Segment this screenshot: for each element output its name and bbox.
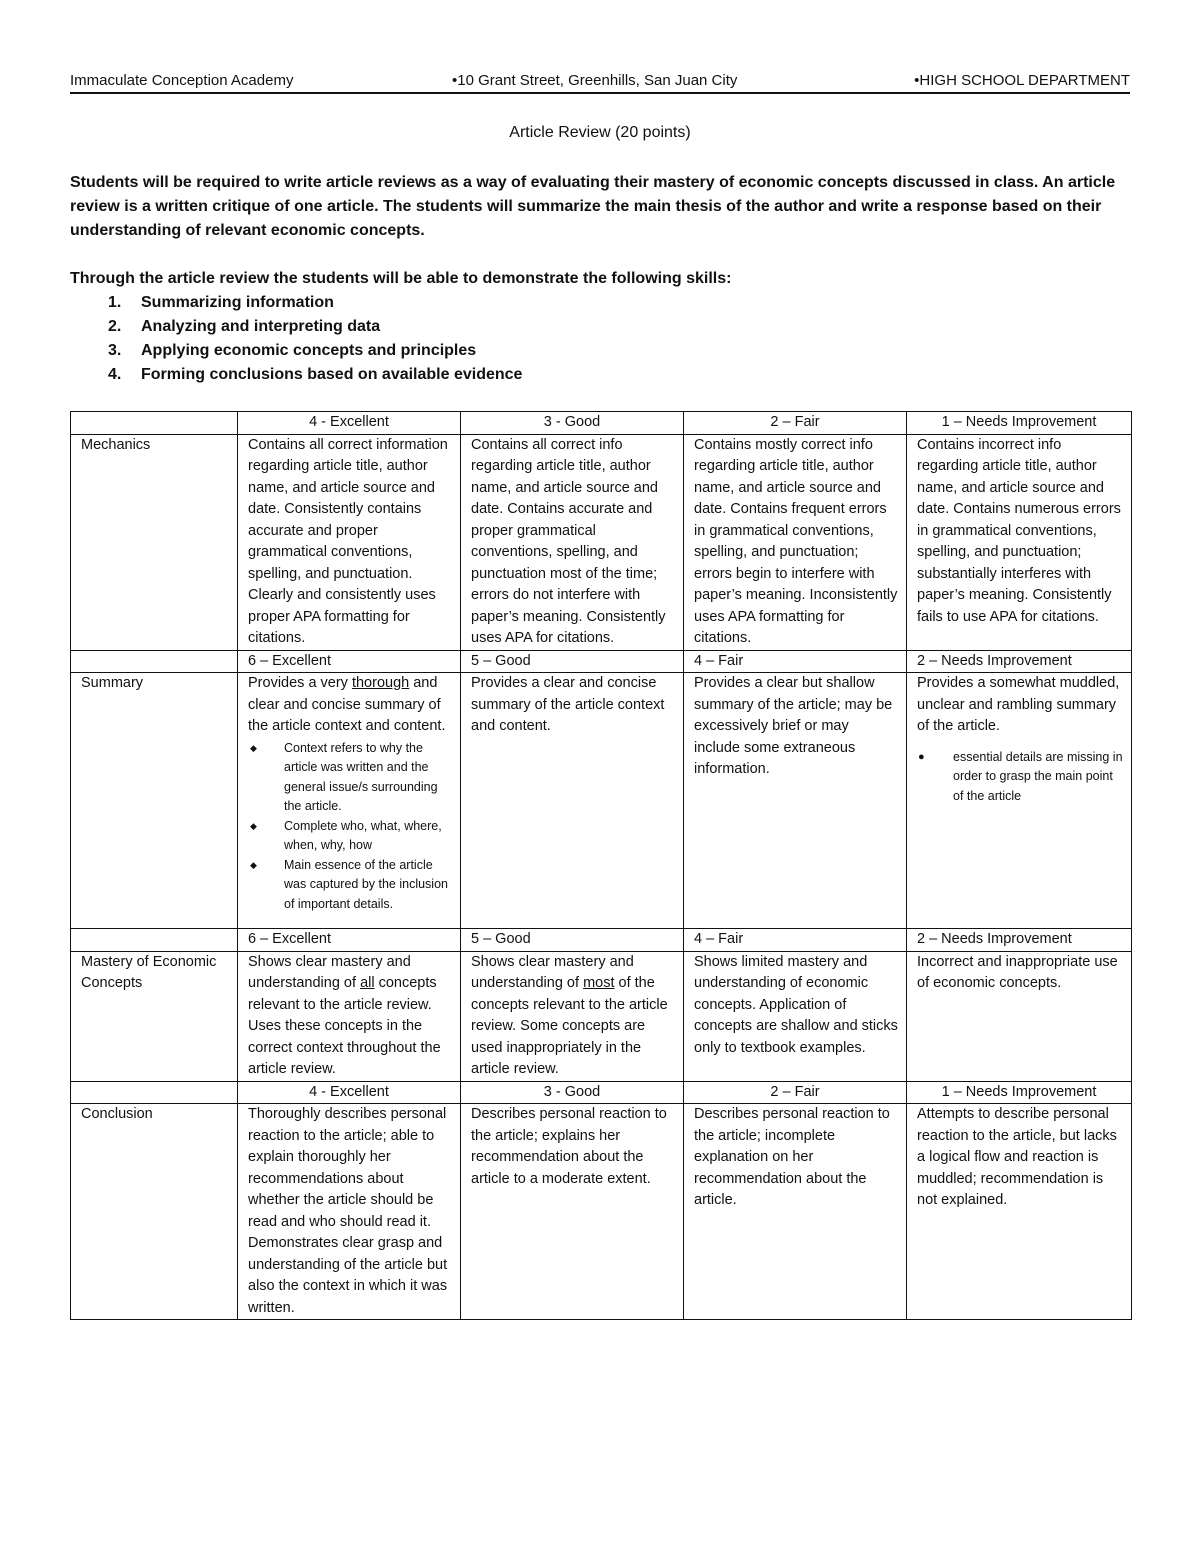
rubric-table bbox=[70, 411, 1132, 1320]
school-name: Immaculate Conception Academy bbox=[70, 72, 294, 89]
criterion-cell: Incorrect and inappropriate use of economic concepts. bbox=[907, 951, 1132, 1081]
criterion-row-summary bbox=[71, 673, 1132, 929]
criterion-label: Summary bbox=[71, 673, 238, 929]
list-item: ● essential details are missing in order to grasp the main point of the article bbox=[917, 748, 1123, 807]
criterion-cell: Contains all correct info regarding article title, author name, and article source and date. Contains accurate and proper grammatical conventions, spelling, and punctuation most of the time; errors do not interfere with paper’s meaning. Consistently uses APA for citations. bbox=[461, 434, 684, 650]
criterion-cell: Attempts to describe personal reaction to the article, but lacks a logical flow and reaction is muddled; recommendation is not explained. bbox=[907, 1104, 1132, 1320]
score-header-row bbox=[71, 1081, 1132, 1104]
skills-list bbox=[70, 291, 522, 387]
skills-heading: Through the article review the students will be able to demonstrate the following skills: bbox=[70, 270, 732, 287]
criterion-cell: Shows clear mastery and understanding of most of the concepts relevant to the article review. Some concepts are used inappropriately in the article review. bbox=[461, 951, 684, 1081]
criterion-cell: Provides a clear but shallow summary of the article; may be excessively brief or may include some extraneous information. bbox=[684, 673, 907, 929]
level-header: 5 – Good bbox=[461, 650, 684, 673]
level-header: 2 – Needs Improvement bbox=[907, 929, 1132, 952]
level-header: 4 – Fair bbox=[684, 650, 907, 673]
intro-paragraph: Students will be required to write article reviews as a way of evaluating their mastery of economic concepts discussed in class. An article review is a written critique of one article. The students will summarize the main thesis of the author and write a response based on their understanding of relevant economic concepts. bbox=[70, 174, 1116, 239]
level-header: 1 – Needs Improvement bbox=[907, 412, 1132, 435]
criterion-cell: Describes personal reaction to the article; explains her recommendation about the article to a moderate extent. bbox=[461, 1104, 684, 1320]
page-header bbox=[70, 72, 1130, 94]
list-item: ◆ Context refers to why the article was written and the general issue/s surrounding the article. bbox=[248, 739, 452, 817]
bullet-list bbox=[248, 739, 452, 915]
level-header: 4 – Fair bbox=[684, 929, 907, 952]
level-header: 4 - Excellent bbox=[238, 1081, 461, 1104]
criterion-label: Mastery of Economic Concepts bbox=[71, 951, 238, 1081]
level-header: 2 – Needs Improvement bbox=[907, 650, 1132, 673]
score-header-row bbox=[71, 650, 1132, 673]
level-header: 5 – Good bbox=[461, 929, 684, 952]
score-header-row bbox=[71, 412, 1132, 435]
bullet-list bbox=[917, 748, 1123, 807]
list-item: ◆ Complete who, what, where, when, why, how bbox=[248, 817, 452, 856]
level-header: 6 – Excellent bbox=[238, 650, 461, 673]
criterion-cell: Shows clear mastery and understanding of all concepts relevant to the article review. Uses these concepts in the correct context throughout the article review. bbox=[238, 951, 461, 1081]
skill-item: 1. Summarizing information bbox=[108, 294, 334, 311]
level-header: 3 - Good bbox=[461, 1081, 684, 1104]
criterion-cell: Thoroughly describes personal reaction to the article; able to explain thoroughly her recommendations about whether the article should be read and who should read it. Demonstrates clear grasp and understanding of the article but also the context in which it was written. bbox=[238, 1104, 461, 1320]
skill-item: 2. Analyzing and interpreting data bbox=[108, 318, 381, 335]
school-address: •10 Grant Street, Greenhills, San Juan City bbox=[452, 72, 738, 89]
criterion-cell: Contains mostly correct info regarding article title, author name, and article source and date. Contains frequent errors in grammatical conventions, spelling, and punctuation; errors begin to interfere with paper’s meaning. Inconsistently uses APA formatting for citations. bbox=[684, 434, 907, 650]
list-item: ◆ Main essence of the article was captured by the inclusion of important details. bbox=[248, 856, 452, 915]
criterion-cell: Provides a clear and concise summary of the article context and content. bbox=[461, 673, 684, 929]
criterion-cell: Describes personal reaction to the article; incomplete explanation on her recommendation about the article. bbox=[684, 1104, 907, 1320]
criterion-cell: Provides a somewhat muddled, unclear and rambling summary of the article. ● essential details are missing in order to grasp the main point of the article bbox=[907, 673, 1132, 929]
criterion-row-mechanics bbox=[71, 434, 1132, 650]
document-title: Article Review (20 points) bbox=[509, 124, 691, 141]
level-header: 2 – Fair bbox=[684, 412, 907, 435]
level-header: 1 – Needs Improvement bbox=[907, 1081, 1132, 1104]
criterion-row-conclusion bbox=[71, 1104, 1132, 1320]
criterion-label: Mechanics bbox=[71, 434, 238, 650]
department-name: •HIGH SCHOOL DEPARTMENT bbox=[914, 72, 1130, 89]
skill-item: 4. Forming conclusions based on available evidence bbox=[108, 366, 523, 383]
criterion-label: Conclusion bbox=[71, 1104, 238, 1320]
level-header: 2 – Fair bbox=[684, 1081, 907, 1104]
criterion-cell: Provides a very thorough and clear and concise summary of the article context and content. ◆ Context refers to why the article was written and the general issue/s surrounding the article. ◆ Complete who, what, where, when, why, how ◆ Main essence of the article was captured by the inclusion of important details. bbox=[238, 673, 461, 929]
criterion-row-mastery bbox=[71, 951, 1132, 1081]
criterion-cell: Shows limited mastery and understanding of economic concepts. Application of concepts are shallow and sticks only to textbook examples. bbox=[684, 951, 907, 1081]
skill-item: 3. Applying economic concepts and principles bbox=[108, 342, 477, 359]
level-header: 3 - Good bbox=[461, 412, 684, 435]
score-header-row bbox=[71, 929, 1132, 952]
level-header: 6 – Excellent bbox=[238, 929, 461, 952]
criterion-cell: Contains incorrect info regarding article title, author name, and article source and date. Contains numerous errors in grammatical conventions, spelling, and punctuation; substantially interferes with paper’s meaning. Consistently fails to use APA for citations. bbox=[907, 434, 1132, 650]
level-header: 4 - Excellent bbox=[238, 412, 461, 435]
criterion-cell: Contains all correct information regarding article title, author name, and article source and date. Consistently contains accurate and proper grammatical conventions, spelling, and punctuation. Clearly and consistently uses proper APA formatting for citations. bbox=[238, 434, 461, 650]
